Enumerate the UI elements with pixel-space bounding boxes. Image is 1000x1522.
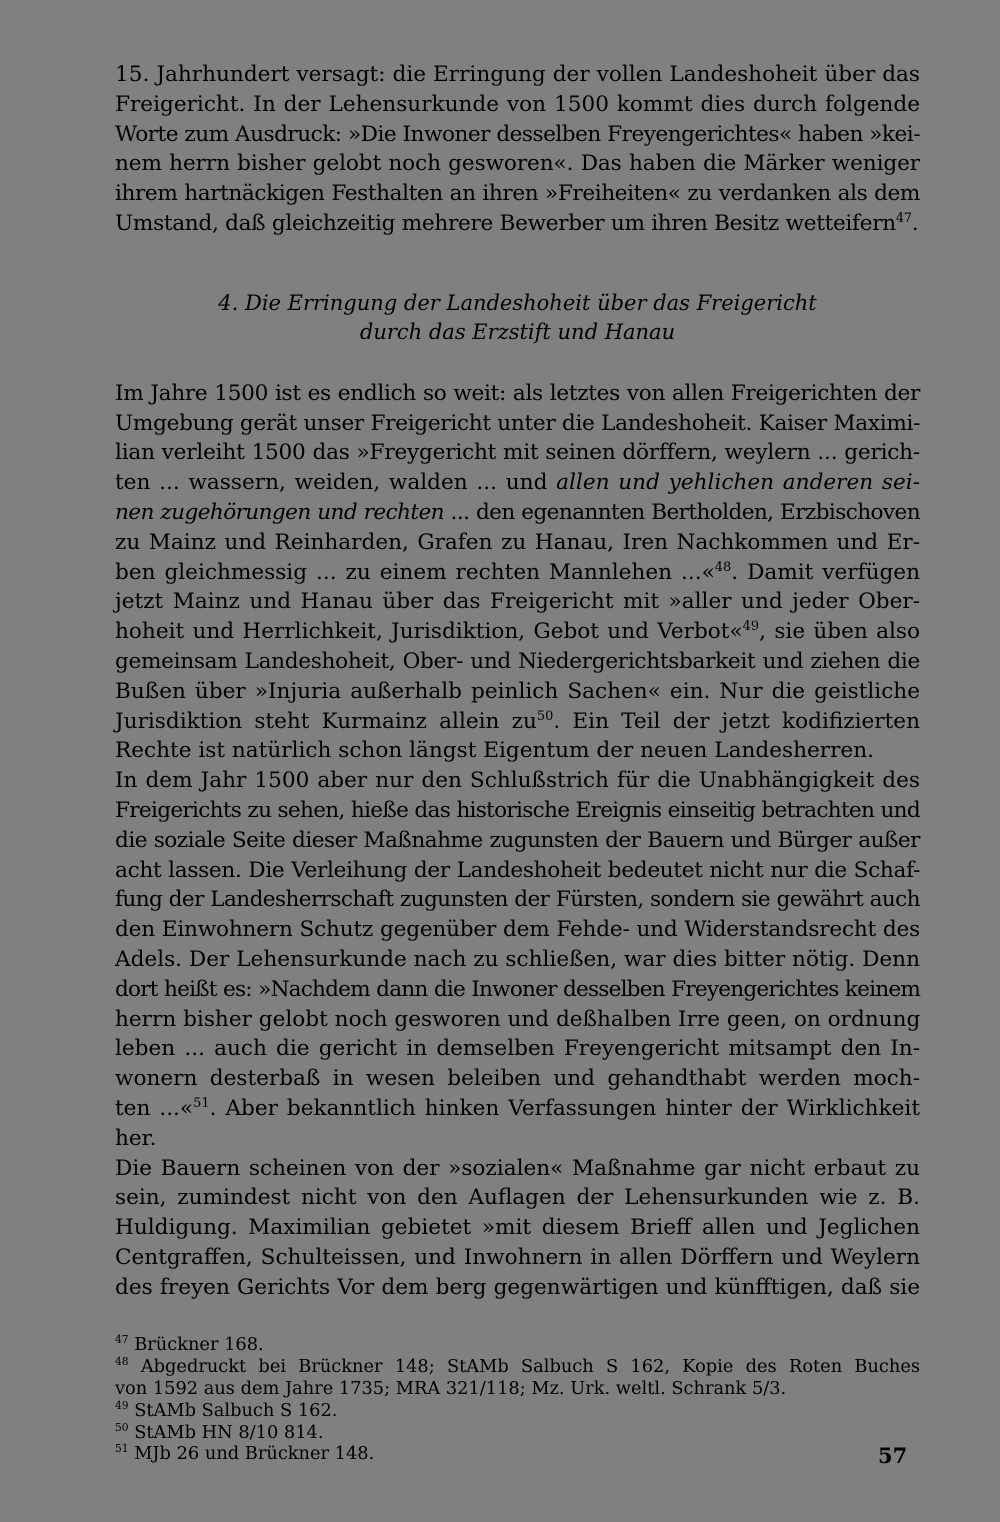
book-page [115,60,920,1500]
text-line: wonern desterbaß in wesen beleiben und gehandthabt werden moch- [115,1066,920,1092]
text-line: Umgebung gerät unser Freigericht unter die Landeshoheit. Kaiser Maximi- [115,410,921,436]
footnote-text: MJb 26 und Brückner 148. [128,1443,375,1465]
intro-paragraph [115,60,920,239]
text-line: zu Mainz und Reinharden, Grafen zu Hanau, Iren Nachkommen und Er- [115,529,920,555]
footnote-ref: 50 [536,708,554,724]
italic-text: allen und yehlichen anderen sei- [556,470,920,496]
text-line: den Einwohnern Schutz gegenüber dem Fehde- und Widerstandsrecht des [115,917,920,943]
text-line: gemeinsam Landeshoheit, Ober- und Niedergerichtsbarkeit und ziehen die [115,648,920,674]
text-line: Freigericht. In der Lehensurkunde von 1500 kommt dies durch folgende [115,91,920,117]
text-line: herrn bisher gelobt noch gesworen und deßhalben Irre geen, on ordnung [115,1006,921,1032]
section-heading [115,289,920,347]
text-line [115,707,920,737]
heading-line: durch das Erzstift und Hanau [359,319,676,344]
text-line: dort heißt es: »Nachdem dann die Inwoner desselben Freyengerichtes keinem [115,976,920,1002]
text-line: fung der Landesherrschaft zugunsten der Fürsten, sondern sie gewährt auch [115,887,920,913]
footnote-50 [115,1422,920,1444]
text-line: her. [115,1125,157,1151]
italic-text: nen zugehörungen und rechten [115,499,444,525]
footnote-ref: 49 [742,618,760,634]
text-line: Adels. Der Lehensurkunde nach zu schließen, war dies bitter nötig. Denn [115,946,920,972]
footnote-text: StAMb HN 8/10 814. [128,1421,324,1443]
footnote-number: 47 [115,1333,129,1347]
text-fragment: , sie üben also [759,619,920,645]
text-line: Die Bauern scheinen von der »sozialen« Maßnahme gar nicht erbaut zu [115,1155,920,1181]
text-line [115,617,920,647]
footnote-48-continued: von 1592 aus dem Jahre 1735; MRA 321/118; Mz. Urk. weltl. Schrank 5/3. [115,1378,787,1400]
text-line: des freyen Gerichts Vor dem berg gegenwärtigen und künfftigen, daß sie [115,1274,920,1300]
paragraph-1 [115,379,920,766]
text-line: Bußen über »Injuria außerhalb peinlich Sachen« ein. Nur die geistliche [115,678,920,704]
footnote-49 [115,1400,920,1422]
text-fragment: . Aber bekanntlich hinken Verfassungen hinter der Wirklichkeit [209,1095,920,1121]
text-line: In dem Jahr 1500 aber nur den Schlußstrich für die Unabhängigkeit des [115,768,920,794]
text-line: Huldigung. Maximilian gebietet »mit diesem Brieff allen und Jeglichen [115,1215,920,1241]
text-fragment: . Ein Teil der jetzt kodifizierten [553,708,920,734]
text-line: acht lassen. Die Verleihung der Landeshoheit bedeutet nicht nur die Schaf- [115,857,920,883]
footnote-ref: 47 [895,210,912,226]
heading-line: 4. Die Erringung der Landeshoheit über das Freigericht [218,290,817,315]
text-line: Freigerichts zu sehen, hieße das historische Ereignis einseitig betrachten und [115,797,920,823]
paragraph-2 [115,766,920,1153]
text-line: Im Jahre 1500 ist es endlich so weit: als letztes von allen Freigerichten der [115,380,920,406]
text-fragment: hoheit und Herrlichkeit, Jurisdiktion, Gebot und Verbot« [115,619,743,645]
text-line: sein, zumindest nicht von den Auflagen der Lehensurkunden wie z. B. [115,1185,920,1211]
page-number: 57 [878,1443,908,1468]
footnote-number: 51 [115,1442,129,1456]
text-line [115,558,920,588]
text-line: ihrem hartnäckigen Festhalten an ihren »Freiheiten« zu verdanken als dem [115,181,920,207]
footnote-47 [115,1334,920,1356]
footnote-48 [115,1356,920,1378]
footnotes [115,1334,920,1465]
text-fragment: ben gleichmessig ... zu einem rechten Mannlehen ...« [115,559,715,585]
text-line [115,468,920,498]
text-line: Rechte ist natürlich schon längst Eigentum der neuen Landesherren. [115,738,874,764]
text-line: lian verleiht 1500 das »Freygericht mit seinen dörffern, weylern ... gerich- [115,440,920,466]
text-fragment: Jurisdiktion steht Kurmainz allein zu [115,708,537,734]
text-line: die soziale Seite dieser Maßnahme zugunsten der Bauern und Bürger außer [115,827,920,853]
footnote-text: StAMb Salbuch S 162. [128,1399,338,1421]
footnote-number: 48 [115,1355,129,1369]
text-fragment: ten ...« [115,1095,194,1121]
text-line: 15. Jahrhundert versagt: die Erringung der vollen Landeshoheit über das [115,62,920,87]
footnote-text: Abgedruckt bei Brückner 148; StAMb Salbuch S 162, Kopie des Roten Buches [128,1356,920,1378]
text-fragment: ... den egenannten Bertholden, Erzbischoven [443,499,921,525]
text-fragment: ten ... wassern, weiden, walden ... und [115,470,557,496]
paragraph-3 [115,1154,920,1303]
text-line: leben ... auch die gericht in demselben Freyengericht mitsampt den In- [115,1036,920,1062]
text-line [115,498,920,528]
footnote-text: Brückner 168. [128,1334,264,1356]
text-line [115,1094,920,1124]
text-line: jetzt Mainz und Hanau über das Freigericht mit »aller und jeder Ober- [115,589,920,615]
text-line [115,209,920,239]
text-line: Worte zum Ausdruck: »Die Inwoner desselben Freyengerichtes« haben »kei- [115,121,920,147]
text-fragment: Umstand, daß gleichzeitig mehrere Bewerber um ihren Besitz wetteifern [115,210,896,236]
footnote-ref: 48 [714,559,732,575]
text-line: Centgraffen, Schulteissen, und Inwohnern in allen Dörffern und Weylern [115,1244,920,1270]
footnote-ref: 51 [193,1095,210,1111]
text-fragment: . Damit verfügen [731,559,920,585]
footnote-number: 49 [115,1398,129,1412]
footnote-51 [115,1443,920,1465]
footnote-number: 50 [115,1420,129,1434]
text-line: nem herrn bisher gelobt noch gesworen«. Das haben die Märker weniger [115,151,920,177]
text-fragment: . [911,210,919,236]
